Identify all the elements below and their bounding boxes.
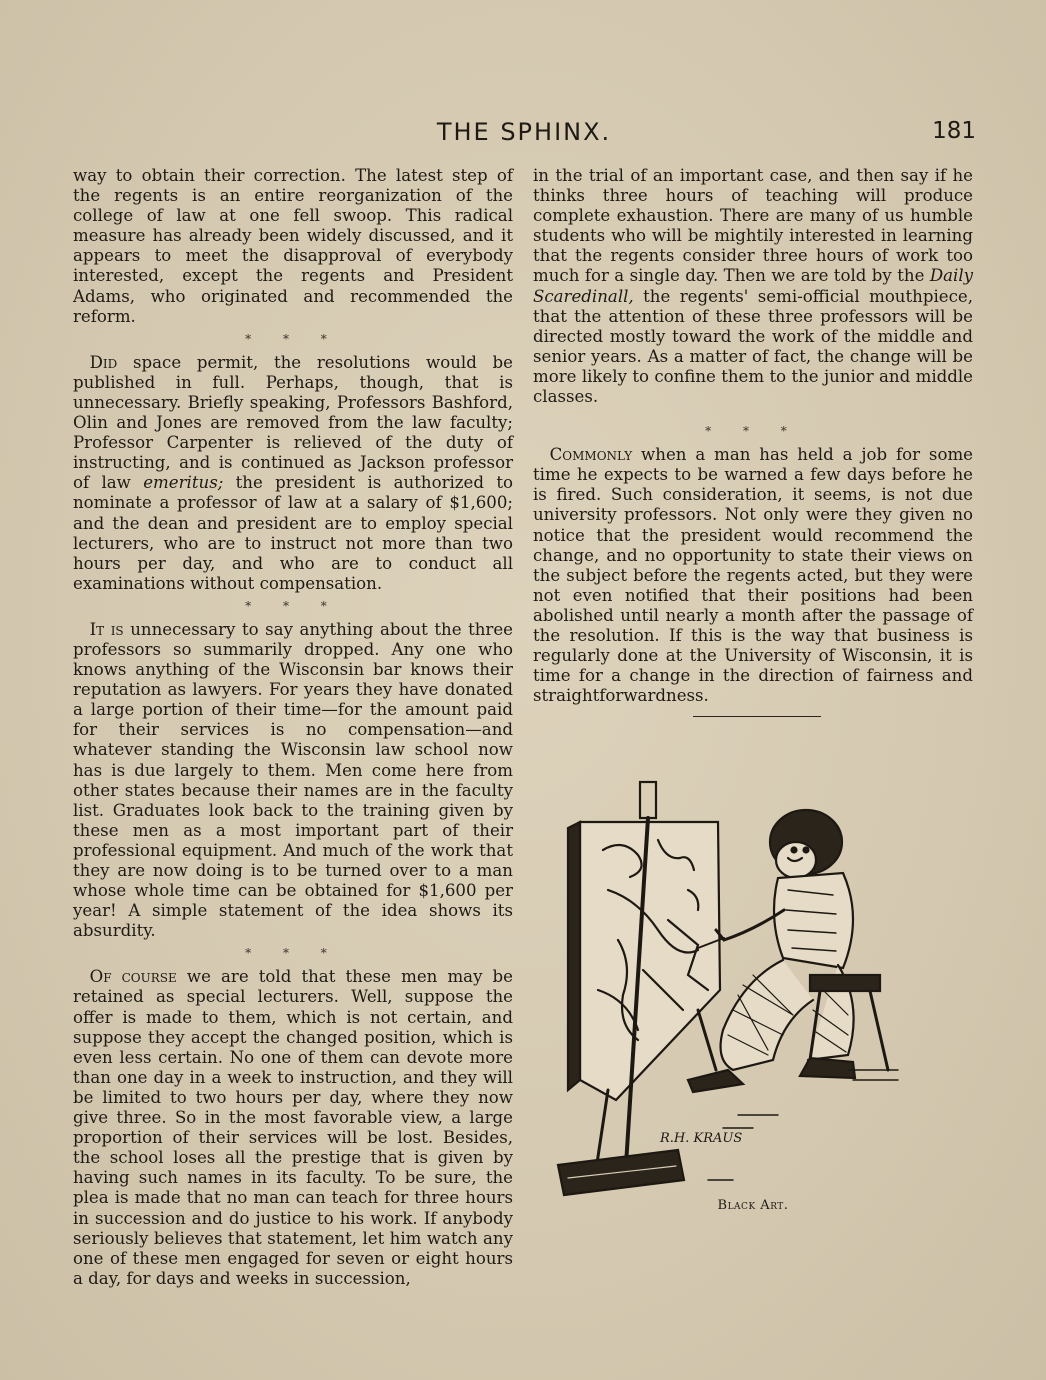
section-separator: * * * bbox=[245, 946, 341, 961]
paragraph-text: unnecessary to say anything about the three professors so summarily dropped. Any one who knows anything of the Wisconsin bar knows their reputation as lawyers. For years they have donated a large portion of their time—for the amount paid for their services is no compensation—and whatever standing the Wisconsin law school now has is due largely to them. Men come here from other states because their names are in the faculty list. Graduates look back to the training given by these men as a most important part of their professional equipment. And much of the work that they are now doing is to be turned over to a man whose whole time can be obtained for $1,600 per year! A simple statement of the idea shows its absurdity. bbox=[73, 619, 513, 941]
paragraph bbox=[533, 166, 973, 407]
section-separator: * * * bbox=[705, 424, 801, 439]
paragraph-text: in the trial of an important case, and then say if he thinks three hours of teaching will produce complete exhaustion. There are many of us humble students who will be mightily interested in learning that the regents consider three hours of work too much for a single day. Then we are told by the bbox=[533, 166, 973, 286]
artist-signature: R.H. KRAUS bbox=[660, 1131, 743, 1146]
running-title: THE SPHINX. bbox=[436, 118, 612, 146]
section-rule bbox=[693, 716, 821, 717]
section-separator: * * * bbox=[245, 598, 341, 613]
paragraph-text: the president is authorized to nominate a professor of law at a salary of $1,600; and the dean and president are to employ special lecturers, who are to instruct not more than two hours per day, and who are to conduct all examinations without compensation. bbox=[73, 473, 513, 593]
illustration-caption: Black Art. bbox=[717, 1198, 789, 1213]
italic-title: Daily Scaredinall, bbox=[533, 266, 973, 306]
paragraph bbox=[533, 445, 973, 706]
paragraph-text: space permit, the resolutions would be published in full. Perhaps, though, that is unnecessary. Briefly speaking, Professors Bashford, Olin and Jones are removed from the law faculty; Professor Carpenter is relieved of the duty of instructing, and is continued as Jackson professor of law bbox=[73, 352, 513, 493]
paragraph bbox=[73, 620, 513, 942]
paragraph-lead: It is bbox=[89, 619, 124, 639]
paragraph bbox=[73, 353, 513, 594]
paragraph-lead: Did bbox=[89, 352, 118, 372]
left-column bbox=[73, 166, 513, 1289]
paragraph-text: when a man has held a job for some time he expects to be warned a few days before he is fired. Such consideration, it seems, is not due university professors. Not only were they given no notice that the president would recommend the change, and no opportunity to state their views on the subject before the regents acted, but they were not even notified that their positions had been abolished until nearly a month after the passage of the resolution. If this is the way that business is regularly done at the University of Wisconsin, it is time for a change in the direction of fairness and straightforwardness. bbox=[533, 445, 973, 706]
paragraph-lead: Of course bbox=[89, 967, 177, 987]
paragraph bbox=[73, 967, 513, 1289]
section-separator: * * * bbox=[245, 331, 341, 346]
page-header bbox=[72, 118, 976, 152]
paragraph: way to obtain their correction. The latest step of the regents is an entire reorganization of the college of law at one fell swoop. This radical measure has already been widely discussed, and it appears to meet the disapproval of everybody interested, except the regents and President Adams, who originated and recommended the reform. bbox=[73, 166, 513, 326]
right-column bbox=[533, 166, 973, 717]
paragraph-text: we are told that these men may be retained as special lecturers. Well, suppose the offer is made to them, which is not certain, and suppose they accept the changed position, which is even less certain. No one of them can devote more than one day in a week to instruction, and they will be limited to two hours per day, where they now give three. So in the most favorable view, a large proportion of their services will be lost. Besides, the school loses all the prestige that is given by having such names in its faculty. To be sure, the plea is made that no man can teach for three hours in succession and do justice to his work. If anybody seriously believes that statement, let him watch any one of these men engaged for seven or eight hours a day, for days and weeks in succession, bbox=[73, 967, 513, 1288]
black-art-illustration bbox=[548, 770, 938, 1200]
italic-word: emeritus; bbox=[143, 473, 224, 493]
paragraph-lead: Commonly bbox=[549, 445, 633, 465]
paragraph-text: the regents' semi-official mouthpiece, that the attention of these three professors will be directed mostly toward the work of the middle and senior years. As a matter of fact, the change will be more likely to confine them to the junior and middle classes. bbox=[533, 286, 973, 407]
page-number: 181 bbox=[932, 118, 976, 144]
